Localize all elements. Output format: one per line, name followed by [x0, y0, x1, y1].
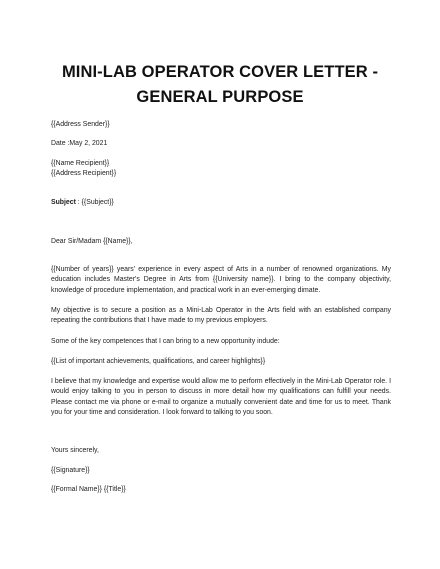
paragraph-competences: Some of the key competences that I can bring to a new opportunity indude: — [51, 338, 280, 345]
subject-line — [51, 198, 391, 208]
formal-name: {{Formal Name}} {{Title}} — [51, 486, 126, 493]
closing: Yours sincerely, — [51, 447, 99, 454]
signature: {{Signature}} — [51, 467, 90, 474]
paragraph-closing-text: I believe that my knowledge and expertise would allow me to perform effectively in the Mini-Lab Operator role. I would enjoy talking to you in person to discuss in more detail how my qualifications can fulfill your needs. Please contact me via phone or e-mail to organize a mutually convenient date and time for us to meet. Thank you for your time and consideration. I look forward to talking to you soon. — [51, 378, 391, 416]
title-line-1: MINI-LAB OPERATOR COVER LETTER - — [61, 63, 379, 81]
paragraph-experience: {{Number of years}} years' experience in every aspect of Arts in a number of renowned organizations. My education includes Master's Degree in Arts from {{University name}}. I bring to the company objectivity, knowledge of procedure implementation, and practical work in an ever-emerging dimate. — [51, 266, 391, 294]
title-line-2: GENERAL PURPOSE — [136, 88, 304, 106]
address-recipient: {{Address Recipient}} — [51, 170, 117, 177]
paragraph-objective: My objective is to secure a position as a Mini-Lab Operator in the Arts field with an established company repeating the contributions that I have made to my previous employers. — [51, 307, 391, 325]
date-line: Date :May 2, 2021 — [51, 140, 108, 147]
letter-title — [40, 60, 400, 110]
salutation: Dear Sir/Madam {{Name}}, — [51, 238, 133, 245]
paragraph-achievements: {{List of important achievements, qualifications, and career highlights}} — [51, 358, 266, 365]
name-recipient: {{Name Recipient}} — [51, 160, 110, 167]
subject-label: Subject — [51, 199, 76, 206]
subject-value: : {{Subject}} — [75, 199, 114, 206]
address-sender: {{Address Sender}} — [51, 121, 110, 128]
